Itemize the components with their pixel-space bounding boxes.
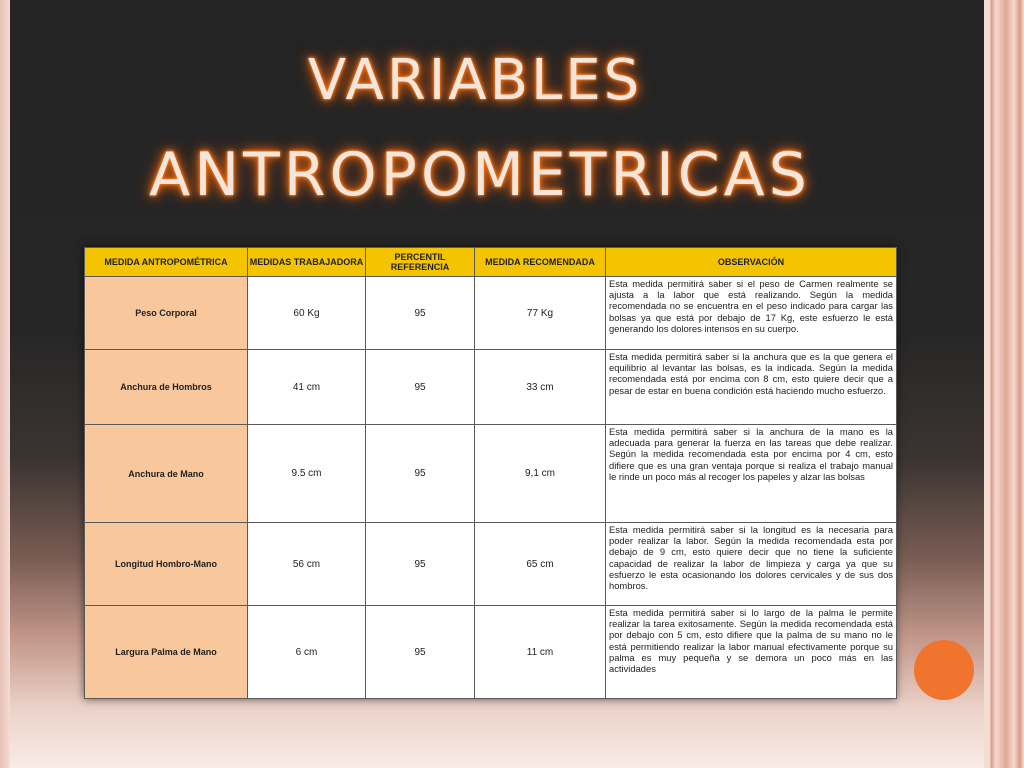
table-row xyxy=(85,425,897,523)
cell-recomendada: 9,1 cm xyxy=(475,425,606,523)
cell-percentil: 95 xyxy=(366,425,475,523)
cell-observacion: Esta medida permitirá saber si la anchura de la mano es la adecuada para generar la fuerza en las tareas que debe realizar. Según la medida recomendada esta por encima por 4 cm, esto difiere que es una gran ventaja porque si realiza el trabajo manual le rinde un poco más al recoger los papeles y alzar las bolsas xyxy=(606,425,897,523)
cell-medida: Largura Palma de Mano xyxy=(85,606,248,699)
header-recomendada: MEDIDA RECOMENDADA xyxy=(475,248,606,277)
header-medida: MEDIDA ANTROPOMÉTRICA xyxy=(85,248,248,277)
table-row xyxy=(85,350,897,425)
cell-observacion: Esta medida permitirá saber si el peso de Carmen realmente se ajusta a la labor que está realizando. Según la medida recomendada no se encuentra en el peso indicado para cargar las bolsas ya que está por debajo de 17 Kg, este esfuerzo le está generando los dolores intensos en su cuerpo. xyxy=(606,277,897,350)
cell-medida: Anchura de Hombros xyxy=(85,350,248,425)
cell-percentil: 95 xyxy=(366,523,475,606)
table-row xyxy=(85,606,897,699)
cell-observacion: Esta medida permitirá saber si lo largo de la palma le permite realizar la tarea exitosamente. Según la medida recomendada está por debajo con 5 cm, esto difiere que la palma de su mano no le está permitiendo realizar la labor manual efectivamente porque su palma es muy pequeña y se demora un poco más en las actividades xyxy=(606,606,897,699)
header-observacion: OBSERVACIÓN xyxy=(606,248,897,277)
cell-percentil: 95 xyxy=(366,277,475,350)
cell-trabajadora: 60 Kg xyxy=(248,277,366,350)
cell-recomendada: 65 cm xyxy=(475,523,606,606)
anthropometric-table xyxy=(84,247,896,699)
cell-observacion: Esta medida permitirá saber si la anchura que es la que genera el equilibrio al levantar las bolsas, es la indicada. Según la medida recomendada está por encima con 8 cm, esto quiere decir que a pesar de estar en buena condición está haciendo mucho esfuerzo. xyxy=(606,350,897,425)
cell-recomendada: 33 cm xyxy=(475,350,606,425)
table-row xyxy=(85,277,897,350)
cell-trabajadora: 56 cm xyxy=(248,523,366,606)
cell-observacion: Esta medida permitirá saber si la longitud es la necesaria para poder realizar la labor. Según la medida recomendada esta por debajo de 9 cm, esto quiere decir que no tiene la suficiente capacidad de realizar la labor de limpieza y carga ya que su esfuerzo le esta ocasionando los dolores cervicales y de sus dos hombros. xyxy=(606,523,897,606)
header-percentil: PERCENTIL REFERENCIA xyxy=(366,248,475,277)
cell-trabajadora: 41 cm xyxy=(248,350,366,425)
table-header-row xyxy=(85,248,897,277)
cell-trabajadora: 6 cm xyxy=(248,606,366,699)
table-row xyxy=(85,523,897,606)
header-trabajadora: MEDIDAS TRABAJADORA xyxy=(248,248,366,277)
cell-medida: Longitud Hombro-Mano xyxy=(85,523,248,606)
cell-medida: Anchura de Mano xyxy=(85,425,248,523)
cell-medida: Peso Corporal xyxy=(85,277,248,350)
cell-recomendada: 11 cm xyxy=(475,606,606,699)
slide-left-border xyxy=(0,0,10,768)
cell-trabajadora: 9.5 cm xyxy=(248,425,366,523)
cell-percentil: 95 xyxy=(366,350,475,425)
slide-title-line2: ANTROPOMETRICAS xyxy=(149,140,811,210)
slide-title-line1: VARIABLES xyxy=(307,48,643,113)
cell-recomendada: 77 Kg xyxy=(475,277,606,350)
slide-right-border xyxy=(984,0,1024,768)
cell-percentil: 95 xyxy=(366,606,475,699)
decorative-orange-circle xyxy=(914,640,974,700)
